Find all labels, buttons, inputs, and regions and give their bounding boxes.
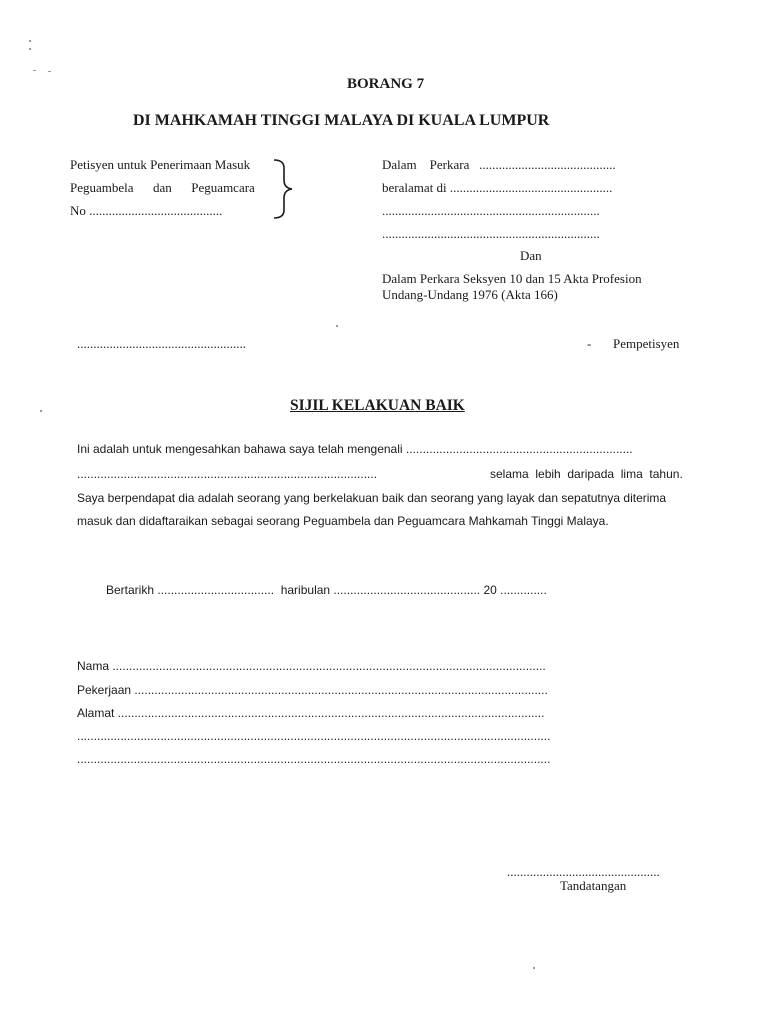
brace-icon: [270, 158, 296, 220]
scan-speck: [336, 325, 338, 327]
certificate-title: SIJIL KELAKUAN BAIK: [290, 397, 465, 414]
date-line: Bertarikh ................................... haribulan ............................................ 20 ..............: [106, 583, 547, 597]
address-field: Alamat ................................................................................................................................: [77, 706, 545, 720]
scan-speck: [48, 71, 51, 72]
certificate-para-line-4: masuk dan didaftaraikan sebagai seorang Peguambela dan Peguamcara Mahkamah Tinggi Malaya.: [77, 514, 609, 528]
address-blank-line-1: ..............................................................................................................................................: [77, 729, 551, 743]
statute-line-1: Dalam Perkara Seksyen 10 dan 15 Akta Profesion: [382, 271, 642, 286]
petition-line-1: Petisyen untuk Penerimaan Masuk: [70, 157, 251, 172]
signature-field: ...............................................: [507, 864, 660, 879]
occupation-field: Pekerjaan ............................................................................................................................: [77, 683, 548, 697]
petition-line-2: Peguambela dan Peguamcara: [70, 180, 255, 195]
certificate-para-line-2-dots: ..........................................................................................: [77, 467, 378, 481]
matter-line-1: Dalam Perkara ..........................................: [382, 157, 616, 172]
scan-speck: [29, 40, 31, 42]
scan-speck: [33, 70, 36, 71]
court-heading: DI MAHKAMAH TINGGI MALAYA DI KUALA LUMPUR: [133, 112, 550, 129]
certificate-para-line-2-text: selama lebih daripada lima tahun.: [490, 467, 683, 481]
form-number: BORANG 7: [347, 76, 425, 92]
petition-number-field: No .........................................: [70, 203, 223, 218]
matter-blank-line-1: ...................................................................: [382, 203, 600, 218]
certificate-para-line-1: Ini adalah untuk mengesahkan bahawa saya telah mengenali ....................................................................: [77, 442, 633, 456]
scan-speck: [533, 967, 535, 969]
and-label: Dan: [520, 248, 542, 263]
name-field: Nama ..................................................................................................................................: [77, 659, 546, 673]
petitioner-dash: -: [587, 336, 592, 351]
petitioner-name-field: ....................................................: [77, 336, 246, 351]
signature-label: Tandatangan: [560, 878, 627, 893]
matter-blank-line-2: ...................................................................: [382, 226, 600, 241]
statute-line-2: Undang-Undang 1976 (Akta 166): [382, 287, 558, 302]
certificate-para-line-3: Saya berpendapat dia adalah seorang yang berkelakuan baik dan seorang yang layak dan sepatutnya diterima: [77, 491, 667, 505]
address-blank-line-2: ..............................................................................................................................................: [77, 752, 551, 766]
matter-address-line: beralamat di ..................................................: [382, 180, 613, 195]
petitioner-label: Pempetisyen: [613, 336, 680, 351]
scan-speck: [40, 410, 42, 412]
scan-speck: [29, 48, 31, 50]
